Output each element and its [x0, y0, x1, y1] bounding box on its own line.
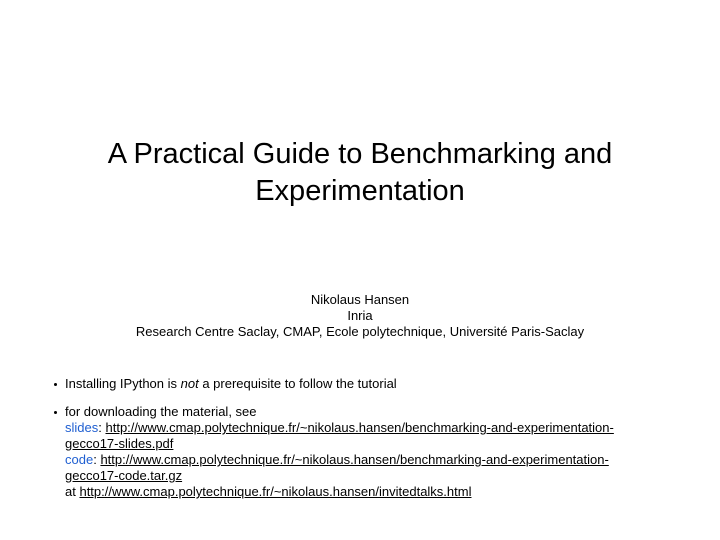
slides-line-cont — [65, 436, 692, 452]
code-link-cont[interactable]: gecco17-code.tar.gz — [65, 468, 183, 483]
code-line — [65, 452, 692, 468]
bullet-item-download — [52, 404, 692, 500]
bullet-text-pre: Installing IPython is — [65, 376, 181, 391]
at-label: at — [65, 484, 80, 499]
code-link[interactable]: http://www.cmap.polytechnique.fr/~nikolaus.hansen/benchmarking-and-experimentation- — [100, 452, 609, 467]
slides-link[interactable]: http://www.cmap.polytechnique.fr/~nikolaus.hansen/benchmarking-and-experimentation- — [105, 420, 614, 435]
title-line-2: Experimentation — [255, 175, 465, 207]
slide-title — [40, 136, 680, 210]
code-separator: : — [93, 452, 101, 467]
bullet-dot-icon — [54, 383, 57, 386]
invited-talks-link[interactable]: http://www.cmap.polytechnique.fr/~nikolaus.hansen/invitedtalks.html — [79, 484, 472, 499]
talks-line — [65, 484, 692, 500]
bullet-text-post: a prerequisite to follow the tutorial — [198, 376, 397, 391]
download-intro: for downloading the material, see — [65, 404, 257, 419]
slides-separator: : — [98, 420, 106, 435]
slides-label: slides — [65, 420, 99, 435]
slides-line — [65, 420, 692, 436]
bullet-text-emphasis: not — [180, 376, 199, 391]
bullet-list — [52, 376, 692, 512]
slides-link-cont[interactable]: gecco17-slides.pdf — [65, 436, 174, 451]
title-line-1: A Practical Guide to Benchmarking and — [107, 138, 613, 170]
author-affiliation: Research Centre Saclay, CMAP, Ecole polytechnique, Université Paris-Saclay — [135, 324, 585, 339]
bullet-item-ipython — [52, 376, 692, 392]
code-label: code — [65, 452, 94, 467]
author-block — [40, 292, 680, 340]
bullet-dot-icon — [54, 411, 57, 414]
code-line-cont — [65, 468, 692, 484]
author-institution: Inria — [347, 308, 373, 323]
author-name: Nikolaus Hansen — [310, 292, 410, 307]
